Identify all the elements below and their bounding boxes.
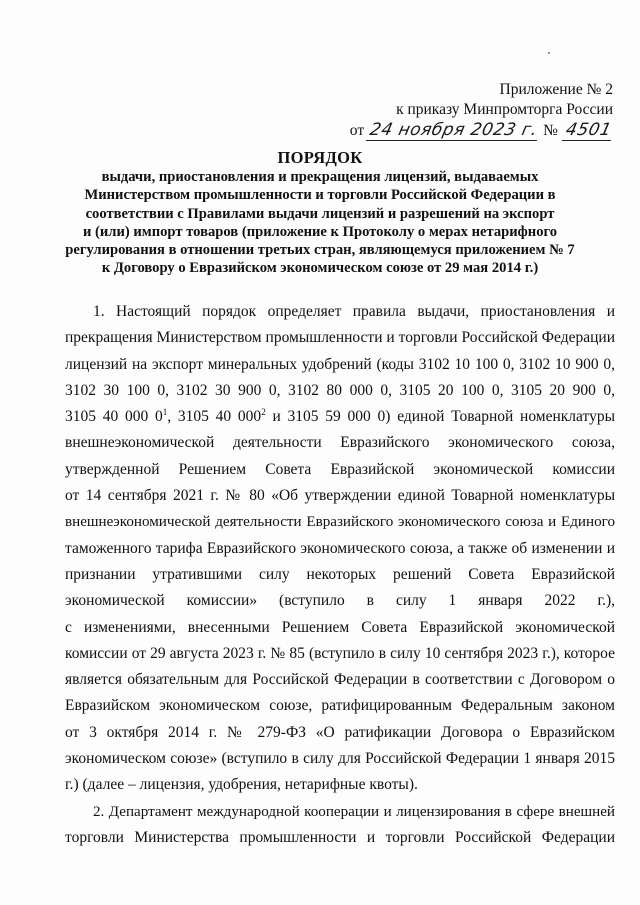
number-label: № <box>543 122 558 139</box>
date-prefix: от <box>349 122 365 139</box>
appendix-header <box>350 80 613 141</box>
text-line: таможенного тарифа Евразийского экономического союза, а также об изменении и <box>65 539 615 557</box>
text-line: торговли Министерства промышленности и торговли Российской Федерации <box>65 828 615 846</box>
handwritten-order-number: 4501 <box>562 120 616 141</box>
subtitle-line: регулирования в отношении третьих стран, являющемуся приложением № 7 <box>65 242 575 259</box>
text-line: лицензий на экспорт минеральных удобрений (коды 3102 10 100 0, 3102 10 900 0, <box>65 355 615 373</box>
handwritten-date: 24 ноября 2023 г. <box>366 120 542 141</box>
text-line: комиссии от 29 августа 2023 г. № 85 (вступило в силу 10 сентября 2023 г.), которое <box>65 644 615 662</box>
subtitle-line: к Договору о Евразийском экономическом союзе от 29 мая 2014 г.) <box>101 260 539 277</box>
scan-speck <box>548 52 550 54</box>
subtitle-line: соответствии с Правилами выдачи лицензий и разрешений на экспорт <box>85 205 555 222</box>
text-line-with-footnotes <box>65 404 615 430</box>
paragraph-1 <box>65 299 615 799</box>
subtitle-line: выдачи, приостановления и прекращения лицензий, выдаваемых <box>101 169 539 185</box>
text-line: внешнеэкономической деятельности Евразийского экономического союза, <box>65 434 615 452</box>
text-line: от 3 октября 2014 г. № 279-ФЗ «О ратификации Договора о Евразийском <box>65 723 615 741</box>
subtitle-line: и (или) импорт товаров (приложение к Протоколу о мерах нетарифного <box>82 223 558 240</box>
text-line: 3102 30 100 0, 3102 30 900 0, 3102 80 000 0, 3105 20 100 0, 3105 20 900 0, <box>65 381 615 399</box>
text-line: утвержденной Решением Совета Евразийской экономической комиссии <box>65 460 615 478</box>
text-line: экономической комиссии» (вступило в силу 1 января 2022 г.), <box>65 592 615 610</box>
text-line: является обязательным для Российской Федерации в соответствии с Договором о <box>65 671 615 689</box>
appendix-date-line <box>350 120 613 141</box>
document-title: ПОРЯДОК <box>277 148 363 167</box>
text-line: экономическом союзе» (вступило в силу для Российской Федерации 1 января 2015 <box>65 750 615 768</box>
text-line: 2. Департамент международной кооперации и лицензирования в сфере внешней <box>93 803 615 820</box>
appendix-order-ref: к приказу Минпромторга России <box>396 101 613 118</box>
code-text: и 3105 59 000 0) единой Товарной номенклатуры <box>265 408 616 426</box>
text-line: Евразийском экономическом союзе, ратифицированным Федеральным законом <box>65 697 615 715</box>
text-line: внешнеэкономической деятельности Евразийского экономического союза и Единого <box>65 514 615 531</box>
text-line: прекращения Министерством промышленности и торговли Российской Федерации <box>65 329 615 347</box>
text-line: от 14 сентября 2021 г. № 80 «Об утверждении единой Товарной номенклатуры <box>65 487 615 505</box>
text-line: 1. Настоящий порядок определяет правила выдачи, приостановления и <box>93 303 615 320</box>
text-line: признании утратившими силу некоторых решений Совета Евразийской <box>65 565 615 583</box>
subtitle-line: Министерством промышленности и торговли Российской Федерации в <box>84 187 556 204</box>
code-text: , 3105 40 000 <box>167 408 262 426</box>
paragraph-2 <box>65 799 615 852</box>
footnote-mark: 2 <box>261 407 266 418</box>
text-line: с изменениями, внесенными Решением Совета Евразийской экономической <box>65 618 615 636</box>
footnote-mark: 1 <box>162 407 168 418</box>
document-body <box>65 299 615 851</box>
document-subtitle <box>60 168 580 278</box>
code-text: 3105 40 000 0 <box>65 408 163 426</box>
text-line: г.) (далее – лицензия, удобрения, нетарифные квоты). <box>65 776 418 794</box>
appendix-number: Приложение № 2 <box>499 81 613 98</box>
